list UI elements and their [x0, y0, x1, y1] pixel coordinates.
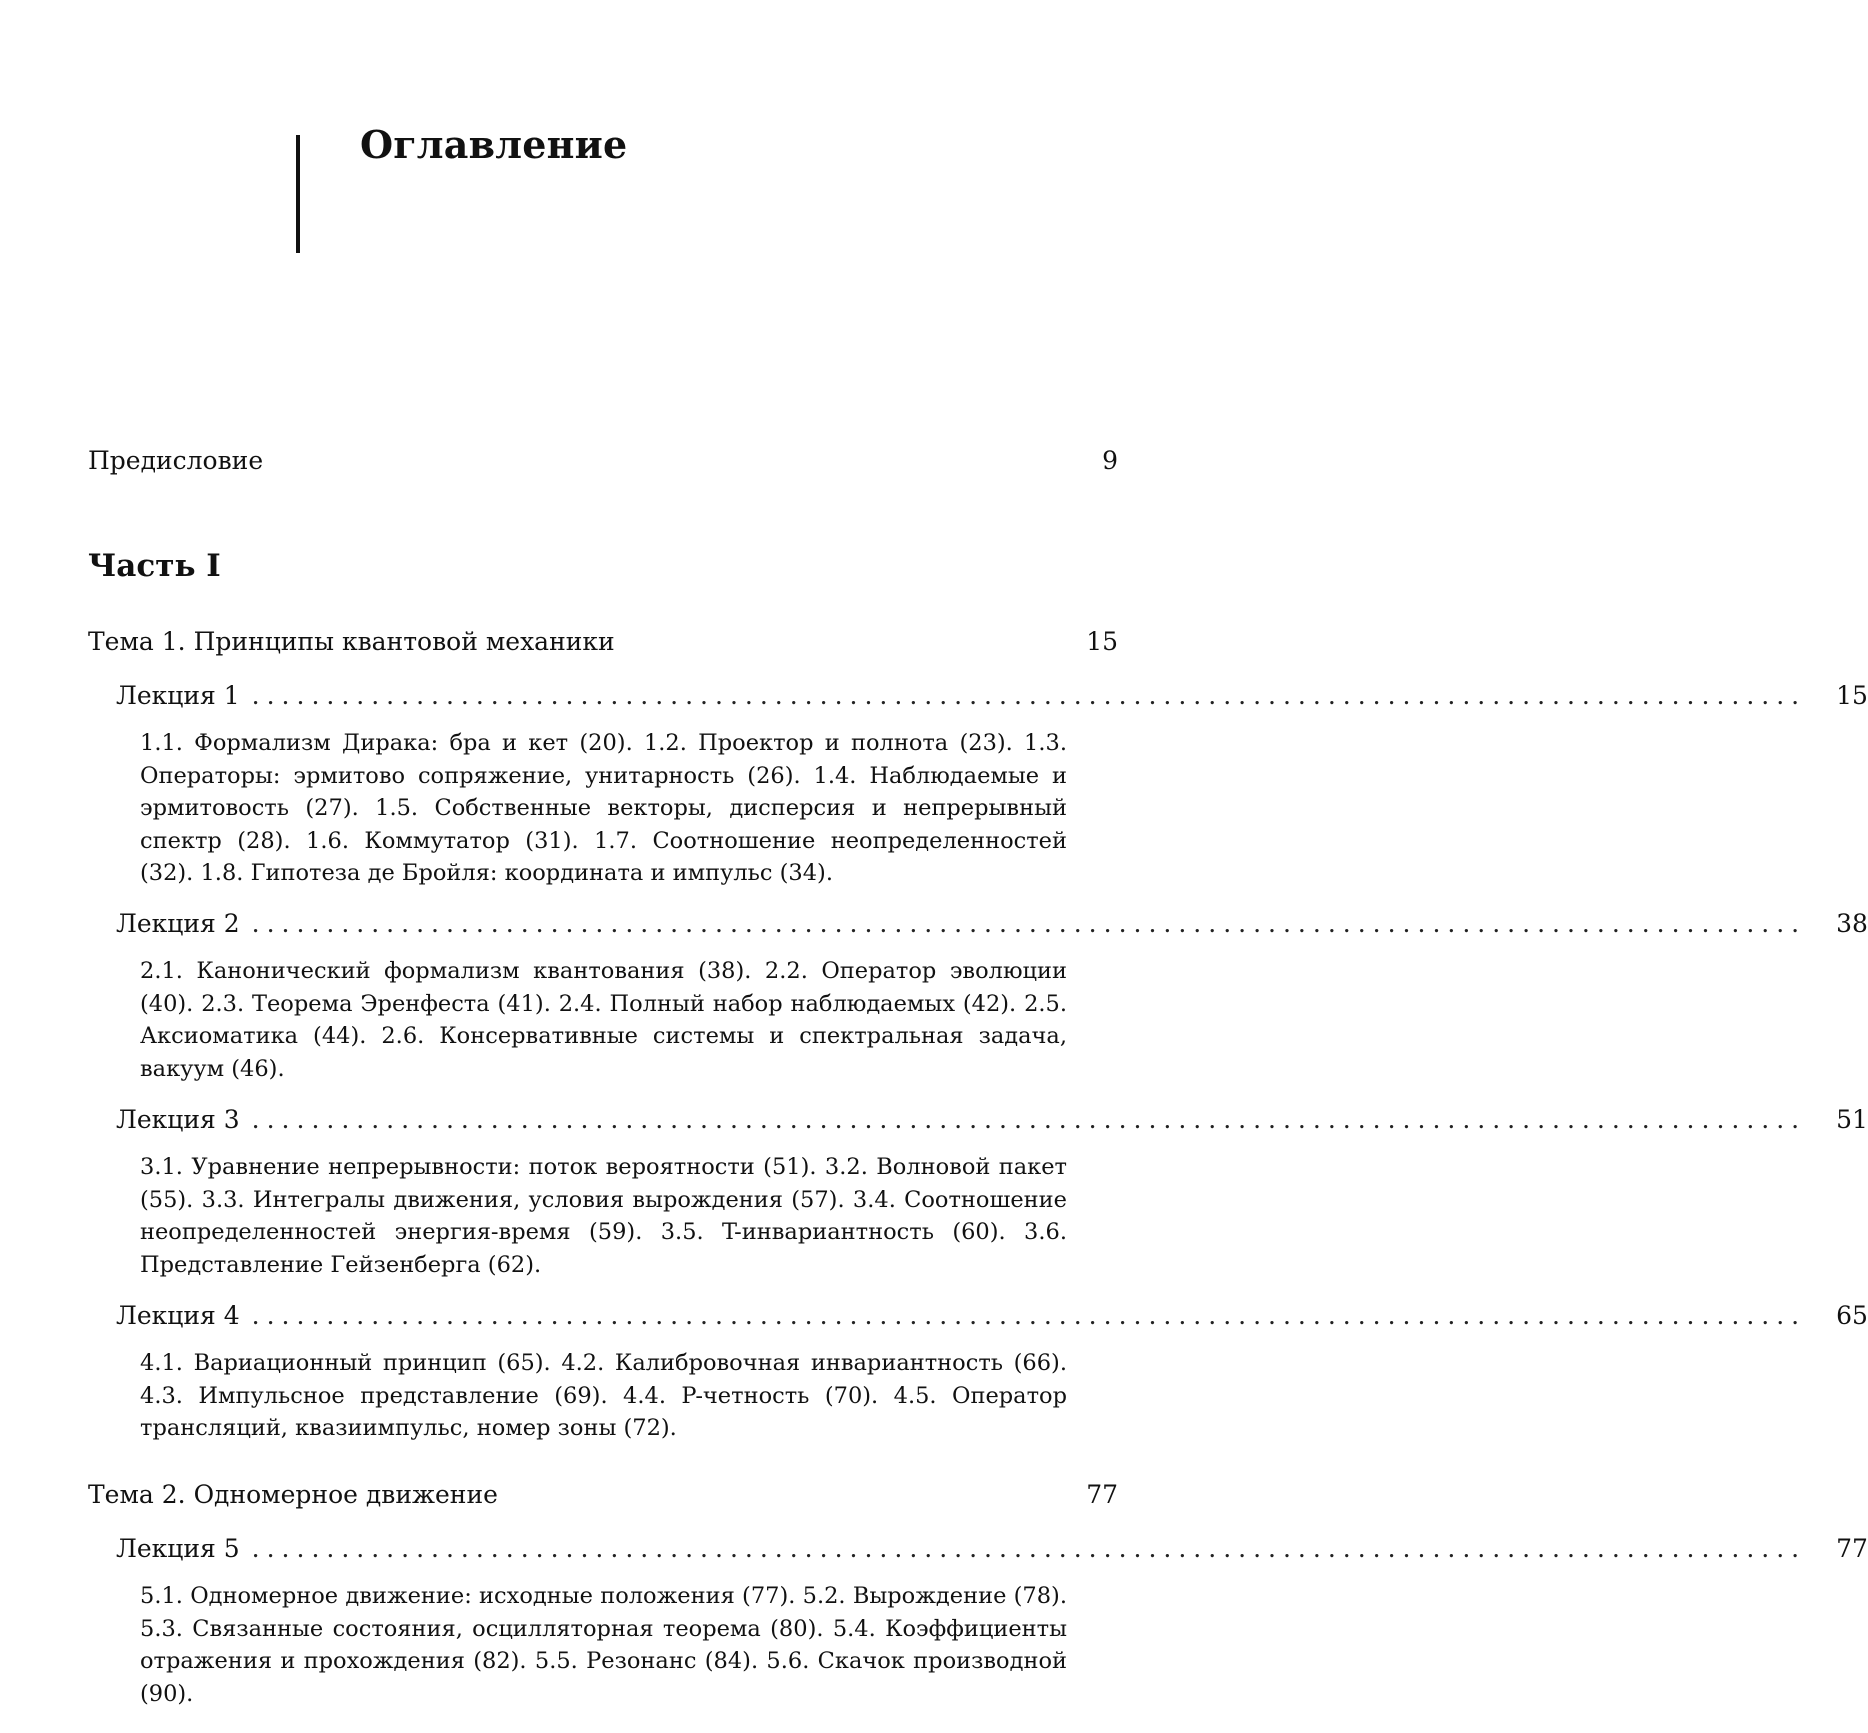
dot-leader: ........................................................................................................: [251, 1534, 1807, 1563]
entry-page-number: 77: [1086, 1480, 1118, 1509]
lecture-sections: 2.1. Канонический формализм квантования (38). 2.2. Оператор эволюции (40). 2.3. Теорема Эренфеста (41). 2.4. Полный набор наблюдаемых (42). 2.5. Аксиоматика (44). 2.6. Консервативные системы и спектральная задача, вакуум (46).: [140, 958, 1067, 1082]
lecture-sections: 1.1. Формализм Дирака: бра и кет (20). 1.2. Проектор и полнота (23). 1.3. Операторы: эрмитово сопряжение, унитарность (26). 1.4. Наблюдаемые и эрмитовость (27). 1.5. Собственные векторы, дисперсия и непрерывный спектр (28). 1.6. Коммутатор (31). 1.7. Соотношение неопределенностей (32). 1.8. Гипотеза де Бройля: координата и импульс (34).: [140, 730, 1067, 886]
title-rule: [296, 135, 300, 253]
toc-entry-topic[interactable]: [88, 1480, 1118, 1509]
lecture-label: Лекция 1: [116, 681, 240, 710]
dot-leader: ........................................................................................................: [251, 1301, 1807, 1330]
toc-entry-topic[interactable]: [88, 627, 1118, 656]
lecture-sections: 3.1. Уравнение непрерывности: поток вероятности (51). 3.2. Волновой пакет (55). 3.3. Интегралы движения, условия вырождения (57). 3.4. Соотношение неопределенностей энергия-время (59). 3.5. T-инвариантность (60). 3.6. Представление Гейзенберга (62).: [140, 1154, 1067, 1278]
toc-entry-lecture[interactable]: [116, 681, 1868, 710]
entry-page-number: 65: [1836, 1301, 1868, 1330]
dot-leader: ........................................................................................................: [251, 1105, 1807, 1134]
toc-entry-lecture[interactable]: [116, 1534, 1868, 1563]
dot-leader: ........................................................................................................: [251, 909, 1807, 938]
entry-page-number: 77: [1836, 1534, 1868, 1563]
toc-entry-lecture[interactable]: [116, 1105, 1868, 1134]
toc-entry-lecture[interactable]: [116, 1301, 1868, 1330]
entry-page-number: 15: [1086, 627, 1118, 656]
topic-label: Тема 1. Принципы квантовой механики: [88, 627, 615, 656]
entry-page-number: 51: [1836, 1105, 1868, 1134]
lecture-sections: 5.1. Одномерное движение: исходные положения (77). 5.2. Вырождение (78). 5.3. Связанные состояния, осцилляторная теорема (80). 5.4. Коэффициенты отражения и прохождения (82). 5.5. Резонанс (84). 5.6. Скачок производной (90).: [140, 1583, 1067, 1707]
part-heading: Часть I: [88, 548, 221, 584]
entry-page-number: 15: [1836, 681, 1868, 710]
page-title: Оглавление: [360, 122, 628, 167]
entry-page-number: 9: [1102, 446, 1118, 475]
topic-label: Тема 2. Одномерное движение: [88, 1480, 498, 1509]
lecture-label: Лекция 5: [116, 1534, 240, 1563]
lecture-sections: 4.1. Вариационный принцип (65). 4.2. Калибровочная инвариантность (66). 4.3. Импульсное представление (69). 4.4. P-четность (70). 4.5. Оператор трансляций, квазиимпульс, номер зоны (72).: [140, 1350, 1067, 1441]
entry-label: Предисловие: [88, 446, 264, 475]
entry-page-number: 38: [1836, 909, 1868, 938]
lecture-label: Лекция 3: [116, 1105, 240, 1134]
dot-leader: ........................................................................................................: [251, 681, 1807, 710]
lecture-label: Лекция 4: [116, 1301, 240, 1330]
lecture-label: Лекция 2: [116, 909, 240, 938]
toc-entry-preface[interactable]: [88, 446, 1118, 475]
toc-entry-lecture[interactable]: [116, 909, 1868, 938]
